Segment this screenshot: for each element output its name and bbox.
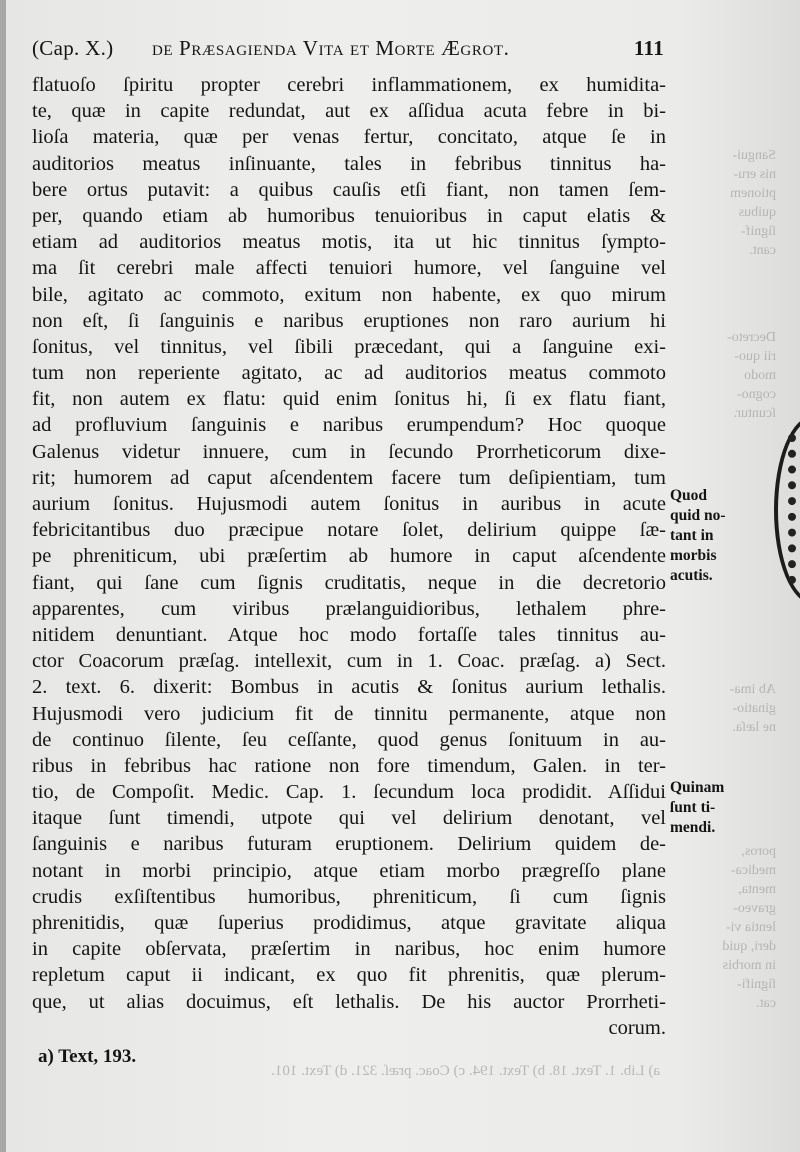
show-through-line: ſignifi- — [737, 977, 776, 992]
show-through-line: ne læſa. — [732, 720, 776, 735]
show-through-line: cogno- — [737, 387, 776, 402]
show-through-line: ginatio- — [732, 701, 776, 716]
text-line: etiam ad auditorios meatus motis, ita ut hic tinnitus ſympto- — [32, 231, 666, 254]
margin-note-line: quid no- — [670, 507, 726, 524]
text-line: repletum caput ii indicant, ex quo fit phrenitis, quæ plerum- — [32, 964, 666, 987]
text-line: Galenus videtur innuere, cum in ſecundo Prorrheticorum dixe- — [32, 440, 666, 463]
text-line: ſanguinis e naribus futuram eruptionem. Delirium quidem de- — [32, 833, 666, 856]
show-through-line: rii quo- — [734, 349, 776, 364]
show-through-line: cat. — [756, 996, 776, 1011]
text-line: ribus in febribus hac ratione non fore timendum, Galen. in ter- — [32, 754, 666, 777]
text-line: ma ſit cerebri male affecti tenuiori humore, vel ſanguine vel — [32, 257, 666, 280]
text-line: corum. — [608, 1016, 666, 1039]
chapter-reference: (Cap. X.) — [32, 36, 114, 60]
margin-note-line: tant in — [670, 527, 714, 544]
text-line: tum non reperiente agitato, ac ad auditorios meatus commoto — [32, 362, 666, 385]
library-stamp — [774, 416, 800, 604]
text-line: 2. text. 6. dixerit: Bombus in acutis & ſonitus aurium lethalis. — [32, 676, 666, 699]
text-line: pe phreniticum, ubi præſertim ab humore in caput aſcendente — [32, 545, 666, 568]
text-line: itaque ſunt timendi, utpote qui vel delirium denotant, vel — [32, 807, 666, 830]
text-line: bere ortus putavit: a quibus cauſis etſi fiant, non tamen ſem- — [32, 178, 666, 201]
text-line: auditorios meatus inſinuante, tales in febribus tinnitus ha- — [32, 152, 666, 175]
text-line: ſonitus, vel tinnitus, vel ſibili præcedant, qui a ſanguine exi- — [32, 335, 666, 358]
show-through-line: modo — [744, 368, 776, 383]
margin-note-line: mendi. — [670, 819, 716, 836]
running-title: de Præsagienda Vita et Morte Ægrot. — [152, 36, 510, 60]
text-line: que, ut alias docuimus, eſt lethalis. De his auctor Prorrheti- — [32, 990, 666, 1013]
text-line: de continuo ſilente, ſeu ceſſante, quod genus ſonituum in au- — [32, 728, 666, 751]
page-number: 111 — [633, 36, 664, 60]
margin-note-line: Quinam — [670, 779, 725, 796]
show-through-line: deri, quid — [722, 939, 776, 954]
text-line: fit, non autem ex flatu: quid enim ſonitus hi, ſi ex flatu fiant, — [32, 388, 666, 411]
binding-edge — [0, 0, 6, 1152]
show-through-note — [676, 842, 776, 1013]
margin-note-line: morbis — [670, 547, 717, 564]
text-line: bile, agitato ac commoto, exitum non habente, ex quo mirum — [32, 283, 666, 306]
text-line: fiant, qui ſane cum ſignis cruditatis, neque in die decretorio — [32, 571, 666, 594]
margin-note-quod-quid — [670, 486, 752, 586]
text-line: per, quando etiam ab humoribus tenuioribus in caput elatis & — [32, 204, 666, 227]
text-line: notant in morbi principio, atque etiam morbo prægreſſo plane — [32, 859, 666, 882]
margin-note-quinam — [670, 778, 752, 838]
text-line: Hujusmodi vero judicium fit de tinnitu permanente, atque non — [32, 702, 666, 725]
text-line: te, quæ in capite redundat, aut ex aſſidua acuta febre in bi- — [32, 100, 666, 123]
show-through-line: nis eru- — [733, 167, 776, 182]
main-text-block — [32, 72, 666, 1041]
text-line: flatuoſo ſpiritu propter cerebri inflammationem, ex humidita- — [32, 74, 666, 96]
show-through-line: poros, — [741, 844, 776, 859]
show-through-note — [676, 146, 776, 260]
text-line: ctor Coacorum præſag. intellexit, cum in 1. Coac. præſag. a) Sect. — [32, 650, 666, 673]
text-line: in capite obſervata, præſertim in naribus, hoc enim humore — [32, 938, 666, 961]
margin-note-line: ſunt ti- — [670, 799, 716, 816]
text-line: apparentes, cum viribus prælanguidioribus, lethalem phre- — [32, 597, 666, 620]
running-header — [32, 36, 664, 70]
text-line: tio, de Compoſit. Medic. Cap. 1. ſecundum loca prodidit. Aſſidui — [32, 781, 666, 804]
text-line: crudis exſiſtentibus humoribus, phreniticum, ſi cum ſignis — [32, 885, 666, 908]
show-through-line: Sangui- — [732, 148, 776, 163]
text-line: non eſt, ſi ſanguinis e naribus eruptiones non raro aurium hi — [32, 309, 666, 332]
text-line: febricitantibus duo præcipue notare ſolet, delirium quippe ſæ- — [32, 519, 666, 542]
text-line: aurium ſonitus. Hujusmodi autem ſonitus in auribus in acute — [32, 493, 666, 515]
show-through-line: medica- — [730, 863, 776, 878]
show-through-note — [676, 680, 776, 737]
text-line: rit; humorem ad caput aſcendentem facere tum deſipientiam, tum — [32, 466, 666, 489]
show-through-line: in morbis — [722, 958, 776, 973]
margin-note-line: Quod — [670, 487, 708, 504]
text-line: phrenitidis, quæ ſuperius prodidimus, atque gravitate aliqua — [32, 912, 666, 934]
margin-note-line: acutis. — [670, 567, 713, 584]
show-through-line: Decreto- — [727, 330, 776, 345]
show-through-line: lentia vi- — [725, 920, 776, 935]
show-through-line: Ab ima- — [729, 682, 776, 697]
show-through-line: quibus — [738, 205, 776, 220]
show-through-line: cant. — [749, 243, 776, 258]
show-through-line: ptionem — [730, 186, 776, 201]
text-line: nitidem denuntiant. Atque hoc modo fortaſſe tales tinnitus au- — [32, 623, 666, 646]
show-through-note — [676, 328, 776, 423]
footnote: a) Text, 193. — [38, 1046, 137, 1067]
text-line: ad profluvium ſanguinis e naribus erumpendum? Hoc quoque — [32, 414, 666, 437]
text-line: lioſa materia, quæ per venas fertur, concitato, atque ſe in — [32, 126, 666, 149]
show-through-footer: a) Lib. 1. Text. 18. b) Text. 194. c) Coac. præſ. 321. d) Text. 101. — [271, 1063, 660, 1079]
show-through-line: ſcuntur. — [733, 406, 776, 421]
show-through-line: ſignif- — [741, 224, 776, 239]
show-through-line: graveo- — [733, 901, 776, 916]
show-through-line: menta, — [738, 882, 776, 897]
